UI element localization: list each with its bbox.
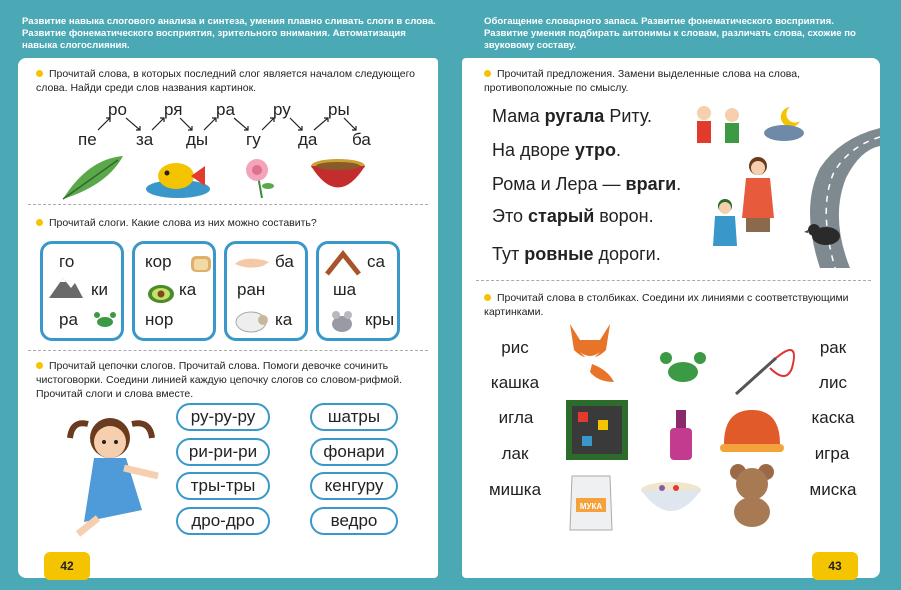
bullet-icon (36, 362, 43, 369)
card-syllable: ка (275, 310, 293, 329)
rhyme-word-pill: кенгуру (310, 472, 398, 500)
highlighted-word: старый (528, 206, 595, 226)
soup-bowl-icon (308, 154, 368, 199)
sentence: Тут ровные дороги. (492, 244, 661, 264)
card-syllable: са (367, 252, 385, 271)
crow-icon (804, 220, 844, 252)
syllable-top: ря (164, 100, 183, 119)
chain-pill: ру-ру-ру (176, 403, 270, 431)
sentence: Рома и Лера — враги. (492, 174, 682, 194)
bread-icon (189, 250, 213, 274)
chain-pill: тры-тры (176, 472, 270, 500)
task2-text: Прочитай слоги. Какие слова из них можно составить? (49, 217, 317, 229)
highlighted-word: ровные (524, 244, 594, 264)
syllable-bottom: за (136, 130, 154, 149)
rhyme-word-pill: шатры (310, 403, 398, 431)
highlighted-word: враги (625, 174, 677, 194)
rhyme-word-pill: ведро (310, 507, 398, 535)
syllable-bottom: гу (246, 130, 261, 149)
right-page (462, 58, 880, 578)
syllable-top: ру (273, 100, 291, 119)
syllable-card (132, 241, 216, 341)
girl-illustration (58, 414, 168, 544)
needle-thread-icon (730, 338, 800, 398)
game-board-icon (562, 396, 632, 464)
left-column-word: рис (501, 338, 529, 357)
left-column-word: мишка (488, 480, 542, 499)
left-column-word: игла (498, 408, 534, 427)
right-column-word: игра (814, 444, 850, 463)
task4-instruction (484, 67, 869, 95)
highlighted-word: ругала (544, 106, 605, 126)
task2-instruction (36, 216, 426, 230)
avocado-icon (147, 282, 175, 304)
header-left: Развитие навыка слогового анализа и синтеза, умения плавно сливать слоги в слова. Развитие фонематического восприятия, зрительного внимания. Автоматизация навыка слогослияния. (22, 16, 436, 51)
girl-small-illustration (707, 198, 743, 268)
kids-illustration (690, 103, 750, 163)
card-syllable: нор (145, 310, 174, 329)
bullet-icon (36, 219, 43, 226)
card-syllable: кры (365, 310, 395, 329)
roof-icon (325, 248, 361, 276)
left-page (18, 58, 438, 578)
crab-icon (658, 348, 708, 388)
separator (28, 350, 428, 351)
right-column-word: лис (819, 373, 847, 392)
teddy-bear-icon (720, 462, 784, 528)
card-syllable: ки (91, 280, 108, 299)
sheep-icon (233, 308, 269, 336)
chain-pill: дро-дро (176, 507, 270, 535)
syllable-bottom: да (298, 130, 318, 149)
bullet-icon (484, 294, 491, 301)
task3-instruction (36, 359, 431, 401)
rose-icon (238, 154, 278, 199)
task5-instruction (484, 291, 869, 319)
page-number-right: 43 (812, 552, 858, 580)
syllable-top: ры (328, 100, 350, 119)
card-syllable: ра (59, 310, 78, 329)
syllable-card (316, 241, 400, 341)
highlighted-word: утро (574, 140, 616, 160)
sentence: Это старый ворон. (492, 206, 654, 226)
syllable-top: ра (216, 100, 235, 119)
fish-icon (143, 156, 213, 201)
right-column-word: миска (809, 480, 857, 499)
task4-text: Прочитай предложения. Замени выделенные слова на слова, противоположные по смыслу. (484, 68, 801, 94)
card-syllable: ша (333, 280, 357, 299)
feather-icon (58, 154, 128, 204)
rhyme-word-pill: фонари (310, 438, 398, 466)
bag-label: МУКА (579, 502, 603, 511)
sentence: Мама ругала Риту. (492, 106, 653, 126)
helmet-icon (718, 404, 784, 460)
separator (476, 280, 871, 281)
sentence: На дворе утро. (492, 140, 621, 160)
syllable-bottom: ды (186, 130, 209, 149)
header-right: Обогащение словарного запаса. Развитие фонематического восприятия. Развитие умения подбирать антонимы к словам, различать слова, схожие по звуковому составу. (484, 16, 856, 51)
task3-text: Прочитай цепочки слогов. Прочитай слова. Помоги девочке сочинить чистоговорки. Соедини линией каждую цепочку слогов со словом-рифмой. Прочитай слоги и слова вместе. (36, 360, 403, 400)
card-syllable: кор (145, 252, 172, 271)
card-syllable: ран (237, 280, 266, 299)
crab-icon (93, 310, 117, 330)
card-syllable: ба (275, 252, 294, 271)
syllable-bottom: пе (78, 130, 97, 149)
syllable-card (224, 241, 308, 341)
task5-text: Прочитай слова в столбиках. Соедини их линиями с соответствующими картинками. (484, 292, 849, 318)
syllable-bottom: ба (352, 130, 371, 149)
bowl-icon (638, 476, 704, 526)
left-column-word: кашка (490, 373, 540, 392)
card-syllable: го (59, 252, 75, 271)
hand-icon (233, 252, 271, 272)
mountain-icon (49, 274, 85, 300)
right-column-word: каска (811, 408, 855, 427)
bullet-icon (484, 70, 491, 77)
flour-bag-icon (568, 468, 614, 532)
chain-pill: ри-ри-ри (176, 438, 270, 466)
fox-icon (562, 320, 618, 384)
left-column-word: лак (501, 444, 529, 463)
page-number-left: 42 (44, 552, 90, 580)
card-syllable: ка (179, 280, 197, 299)
task1-text: Прочитай слова, в которых последний слог является началом следующего слова. Найди среди слов названия картинок. (36, 68, 416, 94)
right-column-word: рак (819, 338, 847, 357)
mouse-icon (327, 308, 357, 334)
separator (28, 204, 428, 205)
syllable-top: ро (108, 100, 127, 119)
syllable-card (40, 241, 124, 341)
nail-polish-icon (666, 408, 696, 464)
